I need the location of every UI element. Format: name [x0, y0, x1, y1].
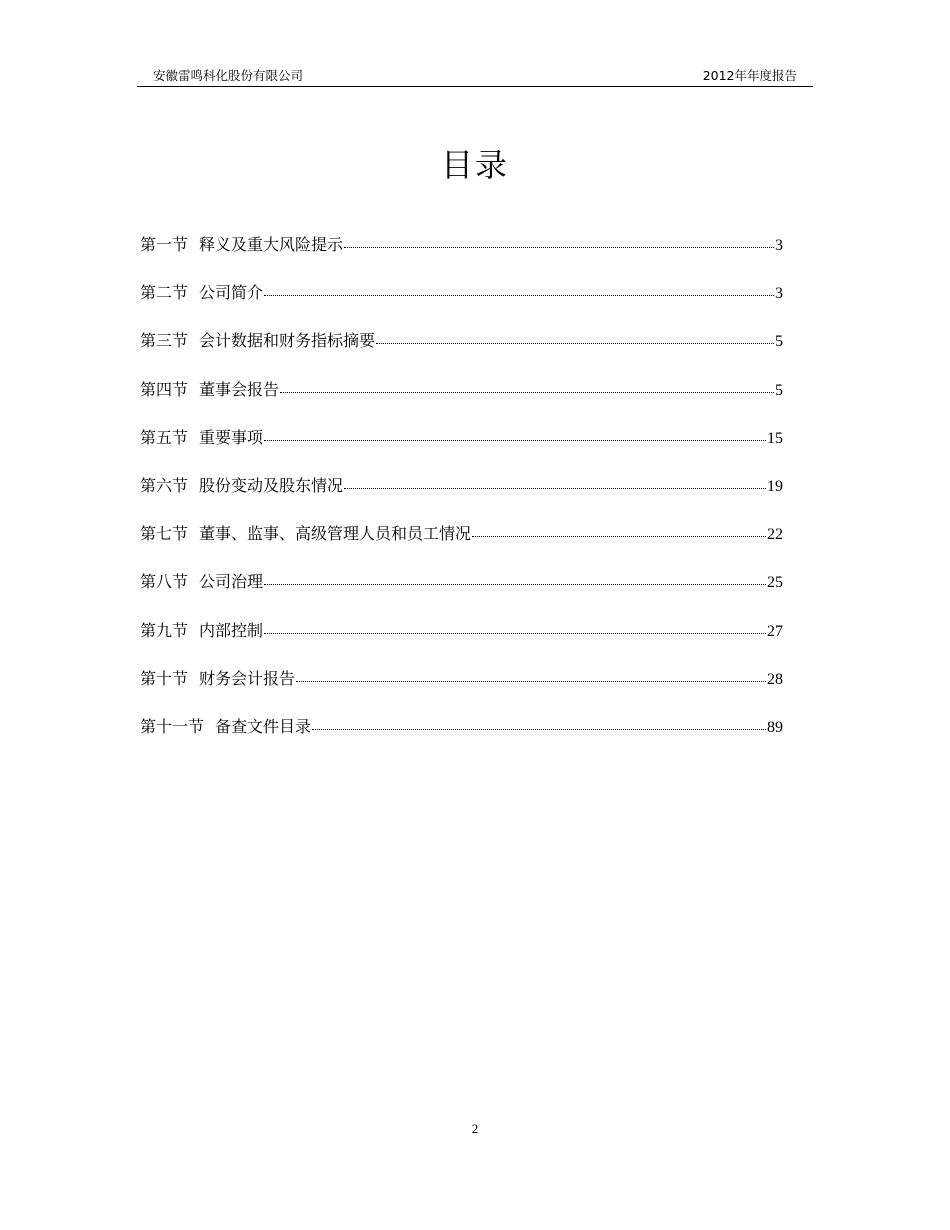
page-header	[137, 64, 813, 87]
toc-section-number: 第九节	[140, 620, 189, 640]
toc-leader-dots	[264, 294, 774, 296]
toc-section-name: 重要事项	[199, 427, 264, 447]
toc-leader-dots	[312, 728, 766, 730]
toc-section-name: 公司治理	[199, 572, 264, 592]
toc-item-3[interactable]	[140, 329, 783, 377]
toc-section-number: 第二节	[140, 283, 189, 303]
page-number: 2	[471, 1121, 479, 1136]
toc-page-number: 28	[767, 670, 783, 688]
toc-item-4[interactable]	[140, 378, 783, 426]
toc-page-number: 27	[767, 622, 783, 640]
toc-section-number: 第四节	[140, 379, 189, 399]
toc-leader-dots	[344, 246, 774, 248]
toc-section-name: 释义及重大风险提示	[199, 235, 344, 254]
toc-section-number: 第七节	[140, 524, 189, 544]
toc-page-number: 19	[767, 477, 783, 495]
toc-page-number: 5	[775, 381, 783, 399]
toc-section-name: 董事、监事、高级管理人员和员工情况	[199, 524, 472, 544]
toc-leader-dots	[264, 632, 766, 634]
toc-section-number: 第十一节	[140, 716, 205, 736]
header-report-title: 2012年年度报告	[702, 68, 797, 83]
toc-item-10[interactable]	[140, 667, 783, 715]
toc-leader-dots	[376, 342, 774, 344]
toc-page-number: 5	[775, 333, 783, 351]
table-of-contents	[140, 233, 783, 763]
toc-item-1[interactable]	[140, 233, 783, 281]
toc-item-11[interactable]	[140, 715, 783, 763]
toc-item-2[interactable]	[140, 281, 783, 329]
toc-page-number: 15	[767, 429, 783, 447]
toc-page-number: 89	[767, 718, 783, 736]
toc-leader-dots	[472, 535, 766, 537]
header-company-name: 安徽雷鸣科化股份有限公司	[153, 68, 304, 83]
toc-section-number: 第三节	[140, 331, 189, 351]
toc-section-number: 第八节	[140, 572, 189, 592]
toc-leader-dots	[296, 680, 766, 682]
toc-section-name: 股份变动及股东情况	[199, 475, 344, 495]
toc-leader-dots	[280, 391, 774, 393]
toc-title: 目录	[440, 146, 509, 184]
toc-leader-dots	[264, 583, 766, 585]
toc-page-number: 25	[767, 574, 783, 592]
toc-item-6[interactable]	[140, 474, 783, 522]
toc-item-7[interactable]	[140, 522, 783, 570]
toc-section-number: 第五节	[140, 427, 189, 447]
toc-section-name: 内部控制	[199, 620, 264, 640]
toc-section-number: 第十节	[140, 668, 189, 688]
toc-item-5[interactable]	[140, 426, 783, 474]
toc-page-number: 3	[775, 285, 783, 303]
toc-section-name: 董事会报告	[199, 379, 280, 399]
toc-item-8[interactable]	[140, 570, 783, 618]
toc-page-number: 3	[775, 237, 783, 254]
toc-section-name: 公司简介	[199, 283, 264, 303]
toc-leader-dots	[264, 439, 766, 441]
toc-section-name: 备查文件目录	[215, 716, 312, 736]
toc-section-name: 财务会计报告	[199, 668, 296, 688]
toc-leader-dots	[344, 487, 766, 489]
toc-section-name: 会计数据和财务指标摘要	[199, 331, 376, 351]
toc-section-number: 第一节	[140, 235, 189, 254]
toc-item-9[interactable]	[140, 619, 783, 667]
toc-page-number: 22	[767, 526, 783, 544]
toc-section-number: 第六节	[140, 475, 189, 495]
